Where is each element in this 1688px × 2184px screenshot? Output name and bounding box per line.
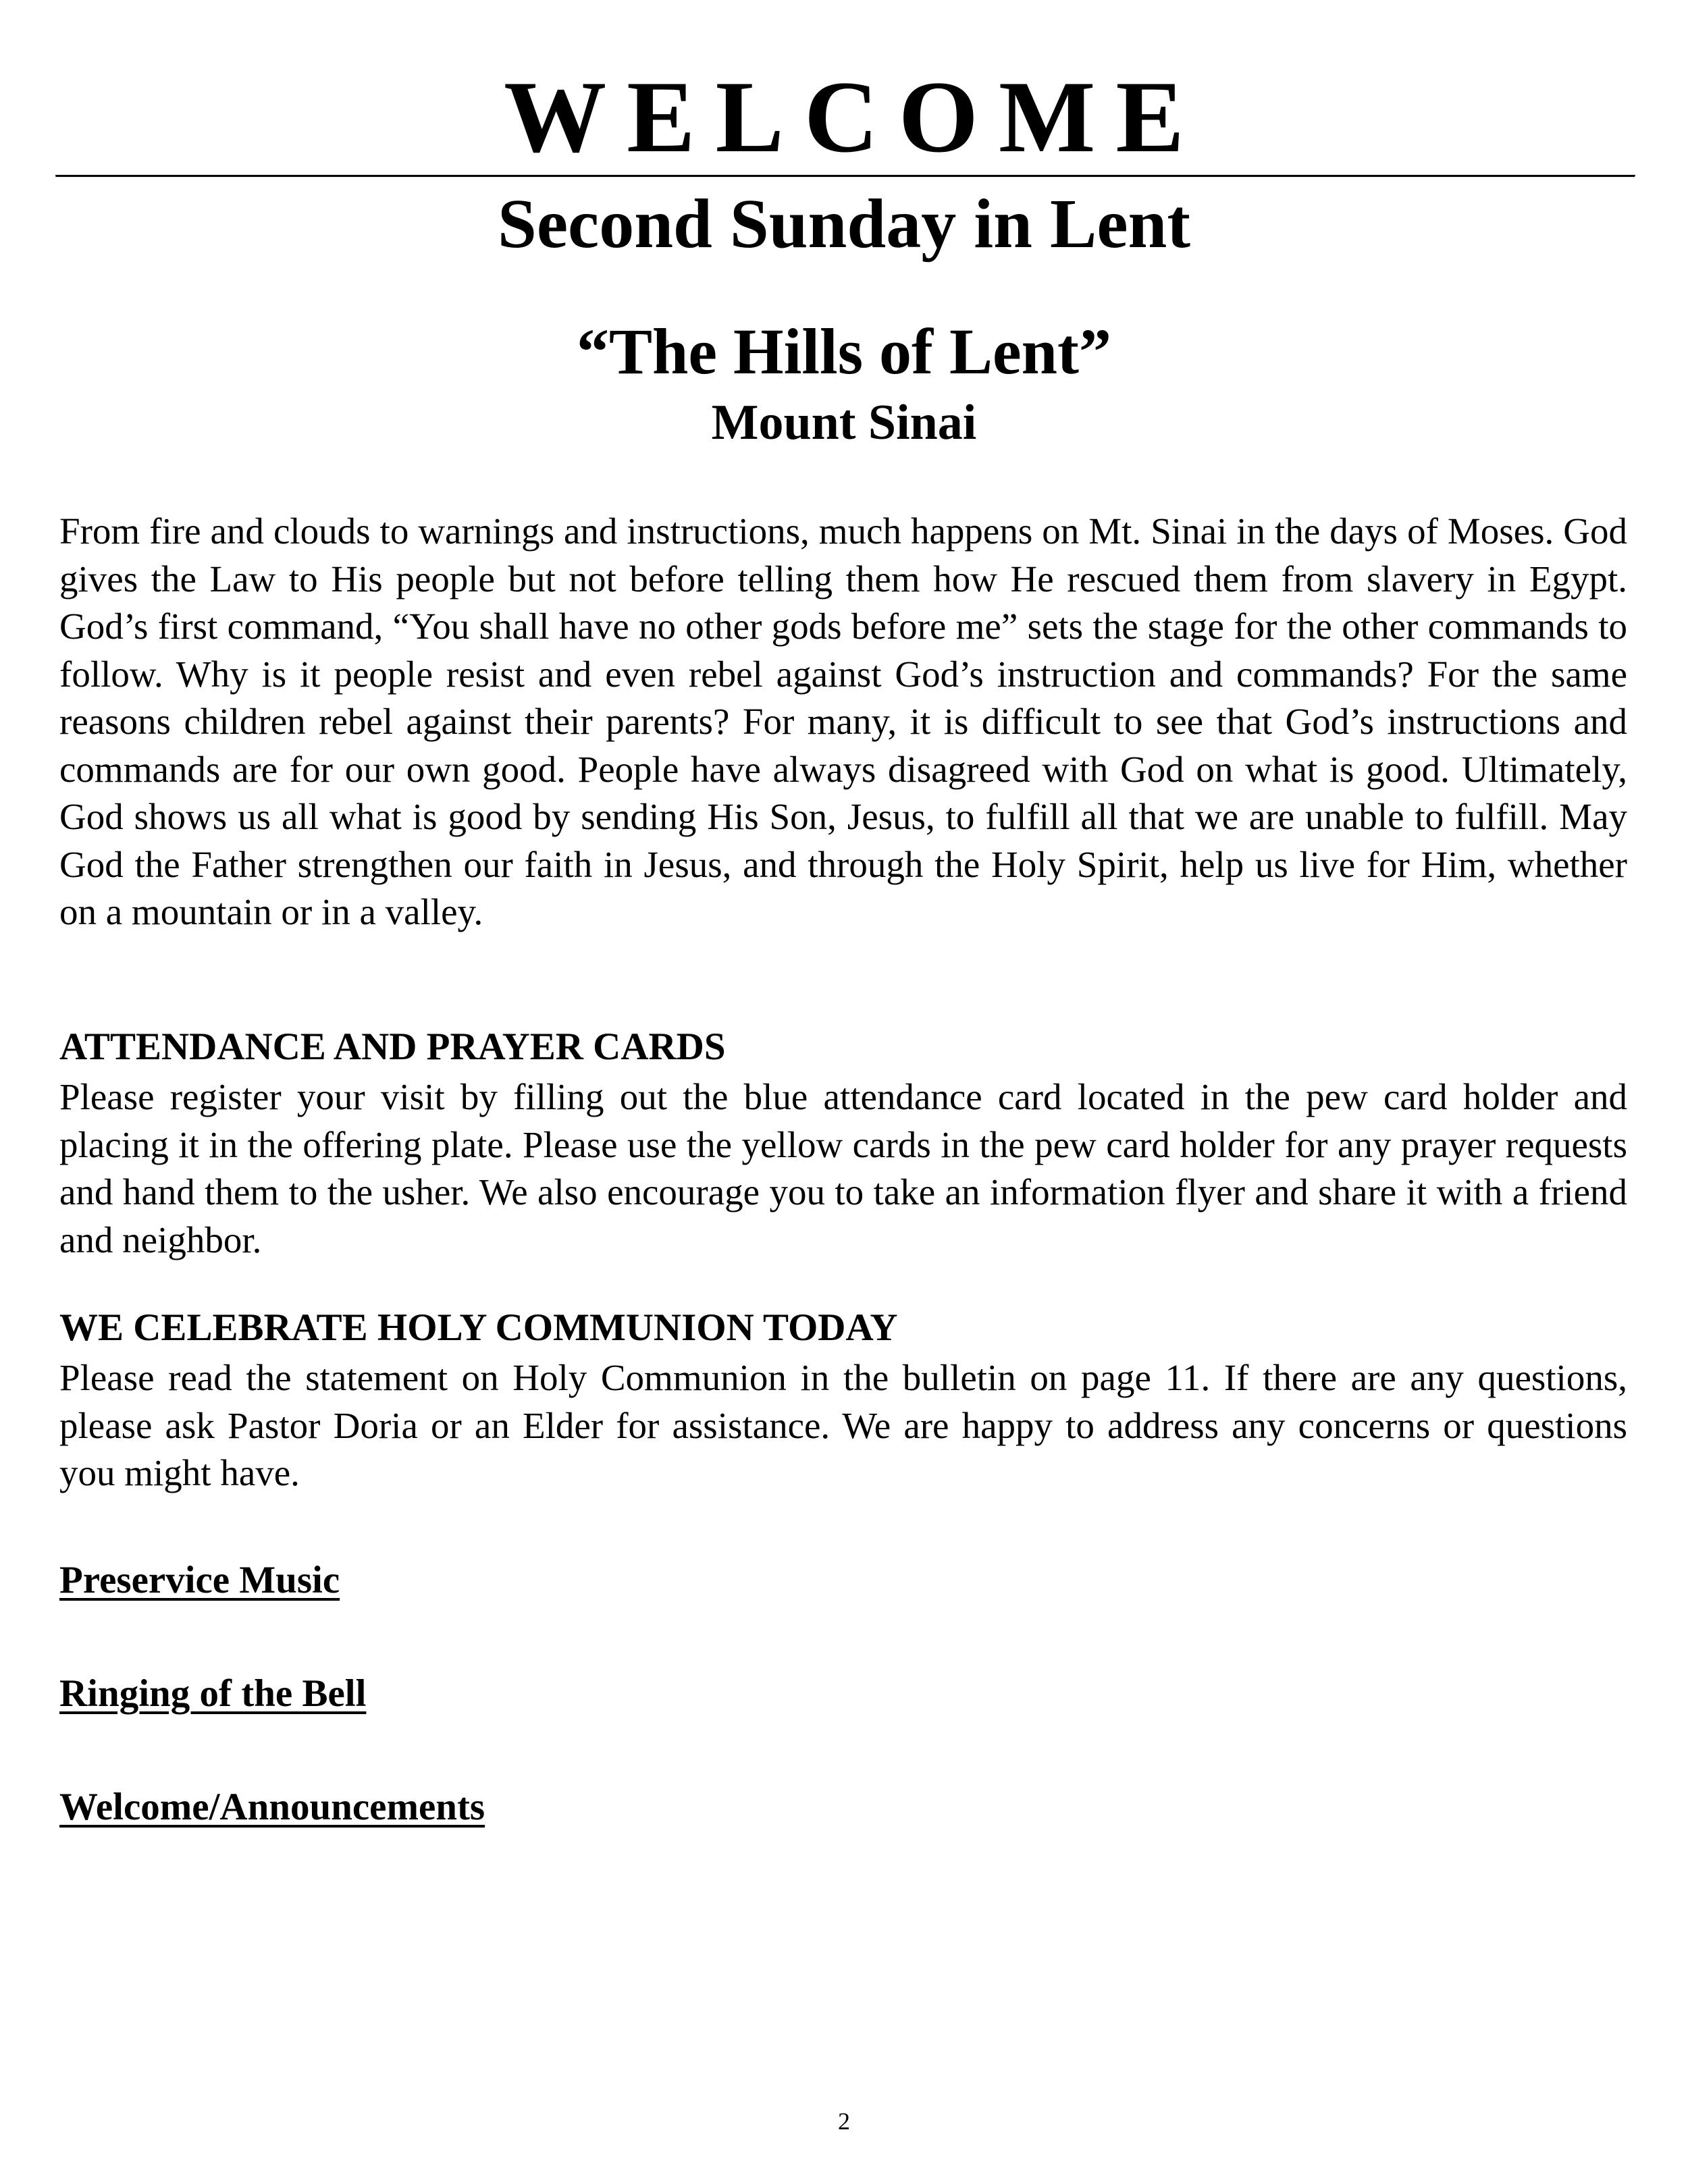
service-item-ringing-of-the-bell: Ringing of the Bell: [59, 1672, 367, 1715]
sermon-series-title: “The Hills of Lent”: [576, 315, 1112, 388]
page-number: 2: [838, 2108, 850, 2135]
welcome-title: WELCOME: [504, 60, 1205, 174]
sermon-subtitle: Mount Sinai: [711, 395, 977, 450]
service-item-welcome-announcements: Welcome/Announcements: [59, 1786, 485, 1828]
header-divider: [55, 175, 1635, 178]
service-day-title: Second Sunday in Lent: [498, 185, 1190, 263]
communion-heading: WE CELEBRATE HOLY COMMUNION TODAY: [59, 1306, 898, 1349]
communion-paragraph: Please read the statement on Holy Communion in the bulletin on page 11. If there are any questions, please ask Pastor Doria or an Elder for assistance. We are happy to address any concerns or questions you might have.: [59, 1357, 1627, 1493]
service-item-preservice-music: Preservice Music: [59, 1559, 340, 1601]
attendance-paragraph: Please register your visit by filling out the blue attendance card located in the pew card holder and placing it in the offering plate. Please use the yellow cards in the pew card holder for any prayer requests and hand them to the usher. We also encourage you to take an information flyer and share it with a friend and neighbor.: [59, 1076, 1627, 1260]
intro-paragraph: From fire and clouds to warnings and instructions, much happens on Mt. Sinai in the days of Moses. God gives the Law to His people but not before telling them how He rescued them from slavery in Egypt. God’s first command, “You shall have no other gods before me” sets the stage for the other commands to follow. Why is it people resist and even rebel against God’s instruction and commands? For the same reasons children rebel against their parents? For many, it is difficult to see that God’s instructions and commands are for our own good. People have always disagreed with God on what is good. Ultimately, God shows us all what is good by sending His Son, Jesus, to fulfill all that we are unable to fulfill. May God the Father strengthen our faith in Jesus, and through the Holy Spirit, help us live for Him, whether on a mountain or in a valley.: [59, 510, 1627, 932]
attendance-heading: ATTENDANCE AND PRAYER CARDS: [59, 1026, 726, 1068]
